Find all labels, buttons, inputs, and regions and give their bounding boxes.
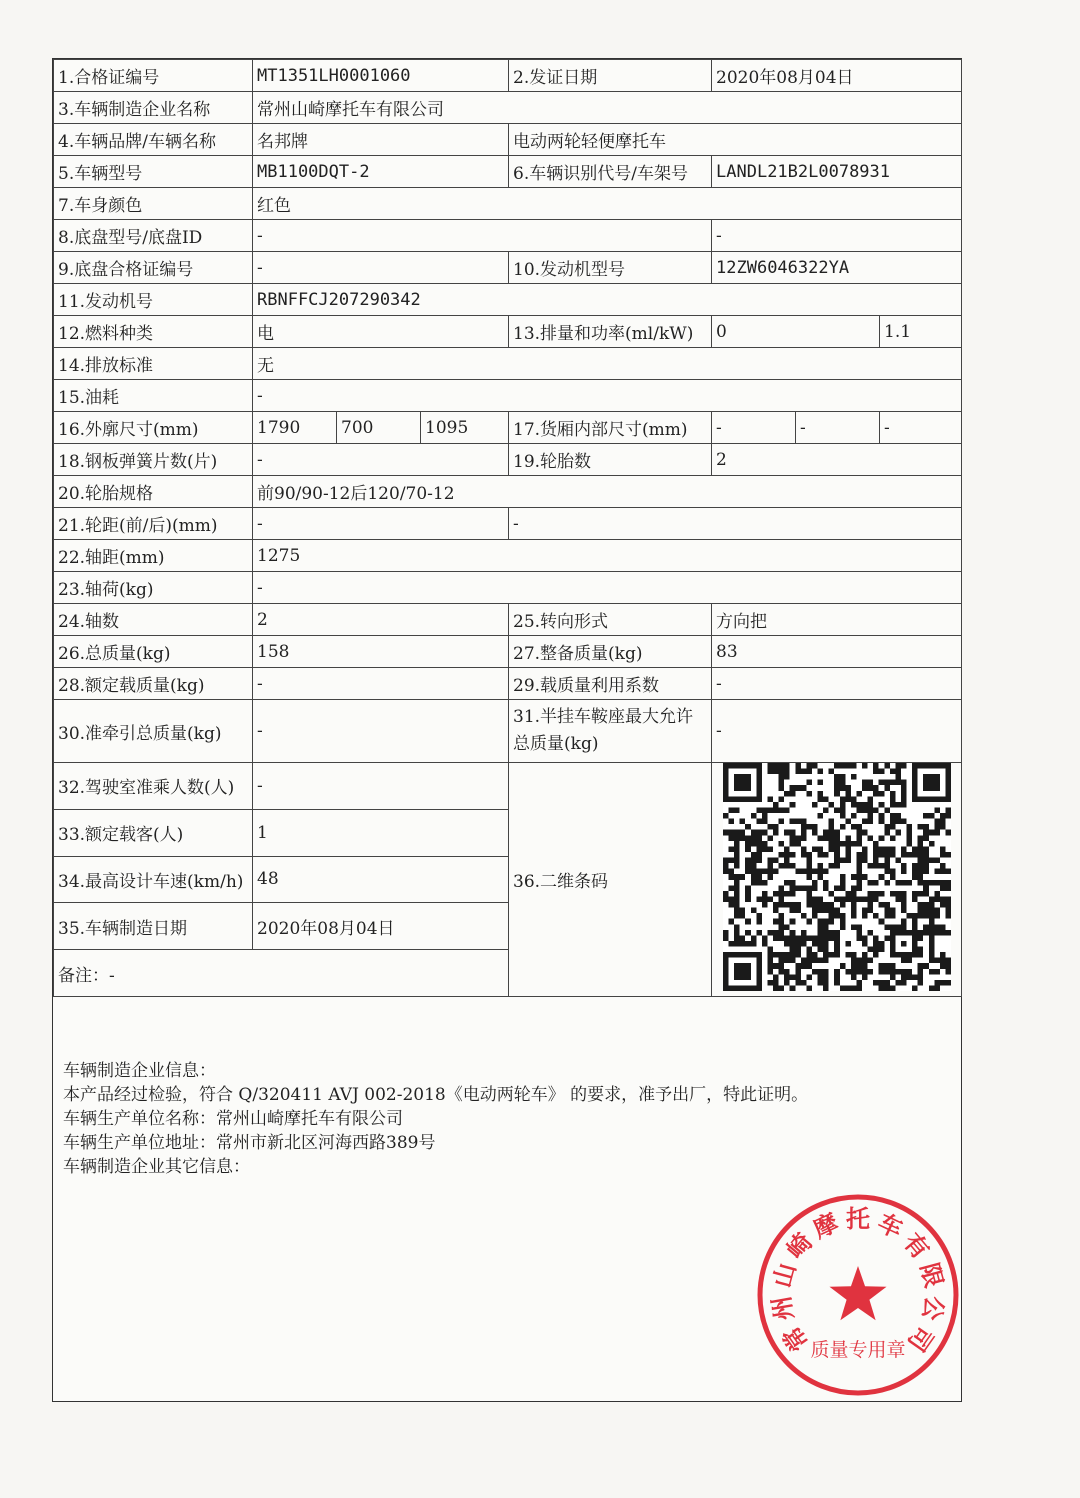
field-label: 15.油耗 [54,380,253,412]
manufacturer-info [63,1059,943,1179]
row-30 [54,700,962,763]
field-label: 26.总质量(kg) [54,636,253,668]
power: 1.1 [880,316,962,348]
wheelbase: 1275 [253,540,962,572]
vehicle-model: MB1100DQT-2 [253,156,509,188]
footer-line: 本产品经过检验，符合 Q/320411 AVJ 002-2018《电动两轮车》 的要求，准予出厂，特此证明。 [63,1085,809,1105]
row-16 [54,412,962,444]
load-utilization: - [712,668,962,700]
rated-load: - [253,668,509,700]
chassis-model: - [253,220,712,252]
row-23 [54,572,962,604]
field-label: 5.车辆型号 [54,156,253,188]
row-20 [54,476,962,508]
qr-modules [723,763,951,991]
engine-number: RBNFFCJ207290342 [253,284,962,316]
seal-char: 车 [873,1208,907,1244]
field-label: 21.轮距(前/后)(mm) [54,508,253,540]
field-label: 19.轮胎数 [509,444,712,476]
remark: 备注：- [54,950,509,997]
cargo-length: - [712,412,796,444]
dimension-height: 1095 [421,412,509,444]
row-11 [54,284,962,316]
fuel-consumption: - [253,380,962,412]
seal-char: 州 [767,1293,800,1323]
row-7 [54,188,962,220]
field-label: 29.载质量利用系数 [509,668,712,700]
field-label: 1.合格证编号 [54,60,253,92]
field-label: 24.轴数 [54,604,253,636]
field-label: 12.燃料种类 [54,316,253,348]
saddle-mass: - [712,700,962,763]
cargo-height: - [880,412,962,444]
manufacture-date: 2020年08月04日 [253,903,509,950]
field-label: 16.外廓尺寸(mm) [54,412,253,444]
row-32 [54,763,962,810]
row-24 [54,604,962,636]
field-label: 11.发动机号 [54,284,253,316]
seal-char: 山 [767,1260,802,1291]
seal-char: 托 [846,1205,870,1233]
chassis-id: - [712,220,962,252]
seal-char: 常 [777,1320,815,1357]
field-label: 4.车辆品牌/车辆名称 [54,124,253,156]
row-1 [54,60,962,92]
curb-mass: 83 [712,636,962,668]
manufacturer-name: 常州山崎摩托车有限公司 [253,92,962,124]
dimension-length: 1790 [253,412,337,444]
field-label: 14.排放标准 [54,348,253,380]
field-label: 22.轴距(mm) [54,540,253,572]
seal-char: 摩 [809,1208,843,1244]
company-seal [755,1192,961,1398]
field-label: 3.车辆制造企业名称 [54,92,253,124]
certificate-number: MT1351LH0001060 [253,60,509,92]
chassis-cert-number: - [253,252,509,284]
qr-code-cell [712,763,962,997]
footer-line: 车辆生产单位地址：常州市新北区河海西路389号 [63,1133,436,1153]
field-label: 7.车身颜色 [54,188,253,220]
field-label: 27.整备质量(kg) [509,636,712,668]
row-4 [54,124,962,156]
vehicle-name: 电动两轮轻便摩托车 [509,124,962,156]
seal-char: 有 [897,1227,935,1265]
field-label: 8.底盘型号/底盘ID [54,220,253,252]
row-12 [54,316,962,348]
field-label: 2.发证日期 [509,60,712,92]
field-label: 18.钢板弹簧片数(片) [54,444,253,476]
body-color: 红色 [253,188,962,220]
engine-model: 12ZW6046322YA [712,252,962,284]
row-8 [54,220,962,252]
footer-line: 车辆制造企业其它信息： [63,1157,250,1177]
field-label: 34.最高设计车速(km/h) [54,856,253,903]
certificate-table [53,59,962,997]
field-label: 33.额定载客(人) [54,809,253,856]
seal-char: 崎 [781,1227,819,1265]
field-label: 17.货厢内部尺寸(mm) [509,412,712,444]
seal-char: 公 [916,1293,949,1323]
field-label: 25.转向形式 [509,604,712,636]
field-label: 31.半挂车鞍座最大允许总质量(kg) [509,700,712,763]
seal-char: 限 [914,1260,949,1291]
max-speed: 48 [253,856,509,903]
tire-count: 2 [712,444,962,476]
field-label: 36.二维条码 [509,763,712,997]
axle-load: - [253,572,962,604]
fuel-type: 电 [253,316,509,348]
field-label: 28.额定载质量(kg) [54,668,253,700]
displacement: 0 [712,316,880,348]
field-label: 20.轮胎规格 [54,476,253,508]
row-18 [54,444,962,476]
field-label: 35.车辆制造日期 [54,903,253,950]
cab-seats: - [253,763,509,810]
vin: LANDL21B2L0078931 [712,156,962,188]
row-26 [54,636,962,668]
field-label: 6.车辆识别代号/车架号 [509,156,712,188]
rated-passengers: 1 [253,809,509,856]
issue-date: 2020年08月04日 [712,60,962,92]
emission-standard: 无 [253,348,962,380]
field-label: 13.排量和功率(ml/kW) [509,316,712,348]
seal-center-text: 质量专用章 [810,1339,906,1361]
field-label: 10.发动机型号 [509,252,712,284]
row-28 [54,668,962,700]
star-icon [829,1266,886,1320]
tire-spec: 前90/90-12后120/70-12 [253,476,962,508]
qr-code [723,763,951,991]
certificate-sheet [52,58,962,1402]
field-label: 32.驾驶室准乘人数(人) [54,763,253,810]
cargo-width: - [796,412,880,444]
steering-type: 方向把 [712,604,962,636]
footer-line: 车辆制造企业信息： [63,1061,216,1081]
row-5 [54,156,962,188]
towing-mass: - [253,700,509,763]
row-9 [54,252,962,284]
row-22 [54,540,962,572]
dimension-width: 700 [337,412,421,444]
row-14 [54,348,962,380]
total-mass: 158 [253,636,509,668]
row-21 [54,508,962,540]
row-3 [54,92,962,124]
field-label: 30.准牵引总质量(kg) [54,700,253,763]
track-front: - [253,508,509,540]
seal-char: 司 [901,1320,939,1357]
footer-line: 车辆生产单位名称：常州山崎摩托车有限公司 [63,1109,403,1129]
field-label: 23.轴荷(kg) [54,572,253,604]
leaf-spring-count: - [253,444,509,476]
row-15 [54,380,962,412]
axle-count: 2 [253,604,509,636]
track-rear: - [509,508,962,540]
field-label: 9.底盘合格证编号 [54,252,253,284]
vehicle-brand: 名邦牌 [253,124,509,156]
